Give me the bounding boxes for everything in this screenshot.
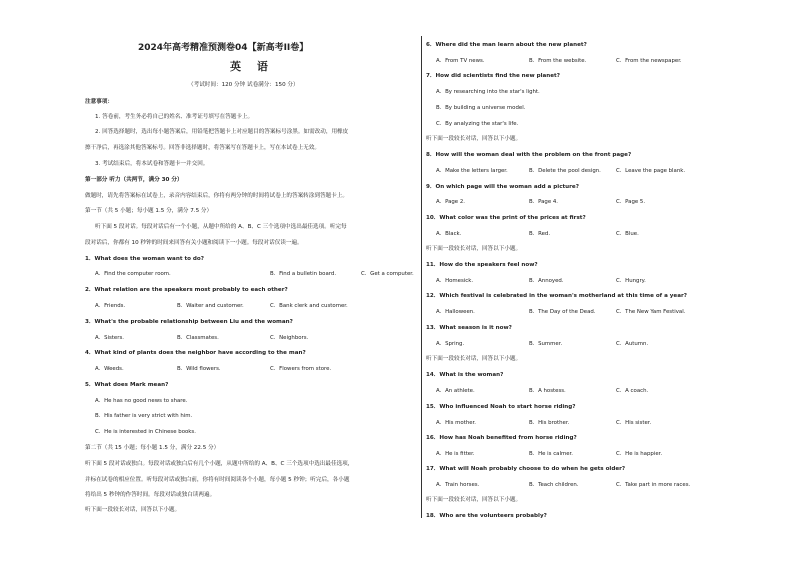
- question-10: 10．What color was the print of the prices at first?: [426, 215, 586, 221]
- section2-intro-2: 并标在试卷的相应位置。听每段对话或独白前，你将有时间阅读各个小题，每小题 5 秒钟；听完后，各小题: [85, 477, 350, 483]
- q6-option-c: C．From the newspaper.: [616, 58, 682, 64]
- question-3: 3．What's the probable relationship between Liu and the woman?: [85, 319, 293, 325]
- question-14: 14．What is the woman?: [426, 372, 504, 378]
- q17-option-b: B．Teach children.: [529, 482, 579, 488]
- q4-option-b: B．Wild flowers.: [177, 366, 221, 372]
- question-5: 5．What does Mark mean?: [85, 382, 169, 388]
- q15-option-a: A．His mother.: [436, 420, 476, 426]
- q10-option-a: A．Black.: [436, 231, 462, 237]
- section2-intro-3: 将给出 5 秒钟的作答时间。每段对话或独白读两遍。: [85, 492, 216, 498]
- q6-option-a: A．From TV news.: [436, 58, 485, 64]
- q11-option-b: B．Annoyed.: [529, 278, 564, 284]
- question-17: 17．What will Noah probably choose to do when he gets older?: [426, 466, 626, 472]
- notes-heading: 注意事项：: [85, 99, 113, 105]
- q10-option-c: C．Blue.: [616, 231, 639, 237]
- q17-option-c: C．Take part in more races.: [616, 482, 691, 488]
- question-18: 18．Who are the volunteers probably?: [426, 513, 547, 519]
- q7-option-c: C．By analyzing the star's life.: [436, 121, 519, 127]
- q12-option-b: B．The Day of the Dead.: [529, 309, 596, 315]
- q7-option-b: B．By building a universe model.: [436, 105, 526, 111]
- q9-option-b: B．Page 4.: [529, 199, 558, 205]
- exam-info: （考试时间：120 分钟 试卷满分：150 分）: [188, 82, 299, 88]
- listen-direction-4: 听下面一段较长对话，回答以下小题。: [426, 356, 522, 362]
- q10-option-b: B．Red.: [529, 231, 551, 237]
- question-9: 9．On which page will the woman add a picture?: [426, 184, 579, 190]
- section1-intro-cont: 段对话后，你都有 10 秒钟的时间来回答有关小题和阅读下一小题。每段对话仅读一遍。: [85, 240, 303, 246]
- note-3: 3. 考试结束后，将本试卷和答题卡一并交回。: [95, 161, 209, 167]
- q2-option-c: C．Bank clerk and customer.: [270, 303, 348, 309]
- q16-option-c: C．He is happier.: [616, 451, 663, 457]
- listen-direction-3: 听下面一段较长对话，回答以下小题。: [426, 246, 522, 252]
- q2-option-b: B．Waiter and customer.: [177, 303, 244, 309]
- q5-option-a: A．He has no good news to share.: [95, 398, 188, 404]
- part1-intro: 做题时，请先将答案标在试卷上，录音内容结束后，你将有两分钟的时间将试卷上的答案转涂到答题卡上。: [85, 193, 348, 199]
- question-4: 4．What kind of plants does the neighbor have according to the man?: [85, 350, 306, 356]
- column-divider: [421, 36, 422, 518]
- section1-intro: 听下面 5 段对话。每段对话后有一个小题，从题中所给的 A、B、C 三个选项中选出最佳选项。听完每: [95, 224, 347, 230]
- question-15: 15．Who influenced Noah to start horse riding?: [426, 404, 576, 410]
- question-16: 16．How has Noah benefited from horse riding?: [426, 435, 577, 441]
- q16-option-b: B．He is calmer.: [529, 451, 573, 457]
- q4-option-c: C．Flowers from store.: [270, 366, 332, 372]
- q12-option-c: C．The New Yam Festival.: [616, 309, 686, 315]
- q13-option-c: C．Autumn.: [616, 341, 649, 347]
- question-13: 13．What season is it now?: [426, 325, 512, 331]
- q9-option-a: A．Page 2.: [436, 199, 465, 205]
- q14-option-c: C．A coach.: [616, 388, 649, 394]
- q8-option-a: A．Make the letters larger.: [436, 168, 508, 174]
- question-1: 1．What does the woman want to do?: [85, 256, 204, 262]
- section2-heading: 第二节（共 15 小题；每小题 1.5 分，满分 22.5 分）: [85, 445, 220, 451]
- question-6: 6．Where did the man learn about the new planet?: [426, 42, 587, 48]
- section1-heading: 第一节（共 5 小题；每小题 1.5 分，满分 7.5 分）: [85, 208, 213, 214]
- q3-option-c: C．Neighbors.: [270, 335, 309, 341]
- listen-direction-2: 听下面一段较长对话，回答以下小题。: [426, 136, 522, 142]
- section2-intro-1: 听下面 5 段对话或独白。每段对话或独白后有几个小题，从题中所给的 A、B、C 三个选项中选出最佳选项，: [85, 461, 354, 467]
- q6-option-b: B．From the website.: [529, 58, 587, 64]
- q11-option-a: A．Homesick.: [436, 278, 474, 284]
- exam-title: 2024年高考精准预测卷04【新高考II卷】: [138, 43, 309, 53]
- note-2-cont: 擦干净后，再选涂其他答案标号。回答非选择题时，将答案写在答题卡上，写在本试卷上无效。: [85, 145, 320, 151]
- q1-option-c: C．Get a computer.: [361, 271, 414, 277]
- q8-option-b: B．Delete the pool design.: [529, 168, 601, 174]
- q11-option-c: C．Hungry.: [616, 278, 646, 284]
- q13-option-a: A．Spring.: [436, 341, 465, 347]
- q7-option-a: A．By researching into the star's light.: [436, 89, 540, 95]
- q8-option-c: C．Leave the page blank.: [616, 168, 686, 174]
- part1-heading: 第一部分 听力（共两节，满分 30 分）: [85, 177, 183, 183]
- q5-option-c: C．He is interested in Chinese books.: [95, 429, 196, 435]
- listen-direction: 听下面一段较长对话，回答以下小题。: [85, 507, 181, 513]
- q12-option-a: A．Halloween.: [436, 309, 475, 315]
- question-7: 7．How did scientists find the new planet?: [426, 73, 560, 79]
- q1-option-b: B．Find a bulletin board.: [270, 271, 337, 277]
- q14-option-b: B．A hostess.: [529, 388, 566, 394]
- note-1: 1. 答卷前，考生务必将自己的姓名、准考证号填写在答题卡上。: [95, 114, 254, 120]
- q16-option-a: A．He is fitter.: [436, 451, 475, 457]
- q4-option-a: A．Weeds.: [95, 366, 124, 372]
- q9-option-c: C．Page 5.: [616, 199, 646, 205]
- q5-option-b: B．His father is very strict with him.: [95, 413, 193, 419]
- q14-option-a: A．An athlete.: [436, 388, 475, 394]
- q15-option-c: C．His sister.: [616, 420, 652, 426]
- question-12: 12．Which festival is celebrated in the woman's motherland at this time of a year?: [426, 293, 688, 299]
- q17-option-a: A．Train horses.: [436, 482, 480, 488]
- q2-option-a: A．Friends.: [95, 303, 126, 309]
- question-11: 11．How do the speakers feel now?: [426, 262, 538, 268]
- q1-option-a: A．Find the computer room.: [95, 271, 171, 277]
- q15-option-b: B．His brother.: [529, 420, 570, 426]
- q3-option-b: B．Classmates.: [177, 335, 219, 341]
- question-8: 8．How will the woman deal with the problem on the front page?: [426, 152, 632, 158]
- note-2: 2. 回答选择题时，选出每小题答案后，用铅笔把答题卡上对应题目的答案标号涂黑。如需改动，用橡皮: [95, 129, 349, 135]
- listen-direction-5: 听下面一段较长对话，回答以下小题。: [426, 497, 522, 503]
- question-2: 2．What relation are the speakers most probably to each other?: [85, 287, 288, 293]
- q3-option-a: A．Sisters.: [95, 335, 124, 341]
- subject-title: 英 语: [230, 60, 274, 73]
- q13-option-b: B．Summer.: [529, 341, 563, 347]
